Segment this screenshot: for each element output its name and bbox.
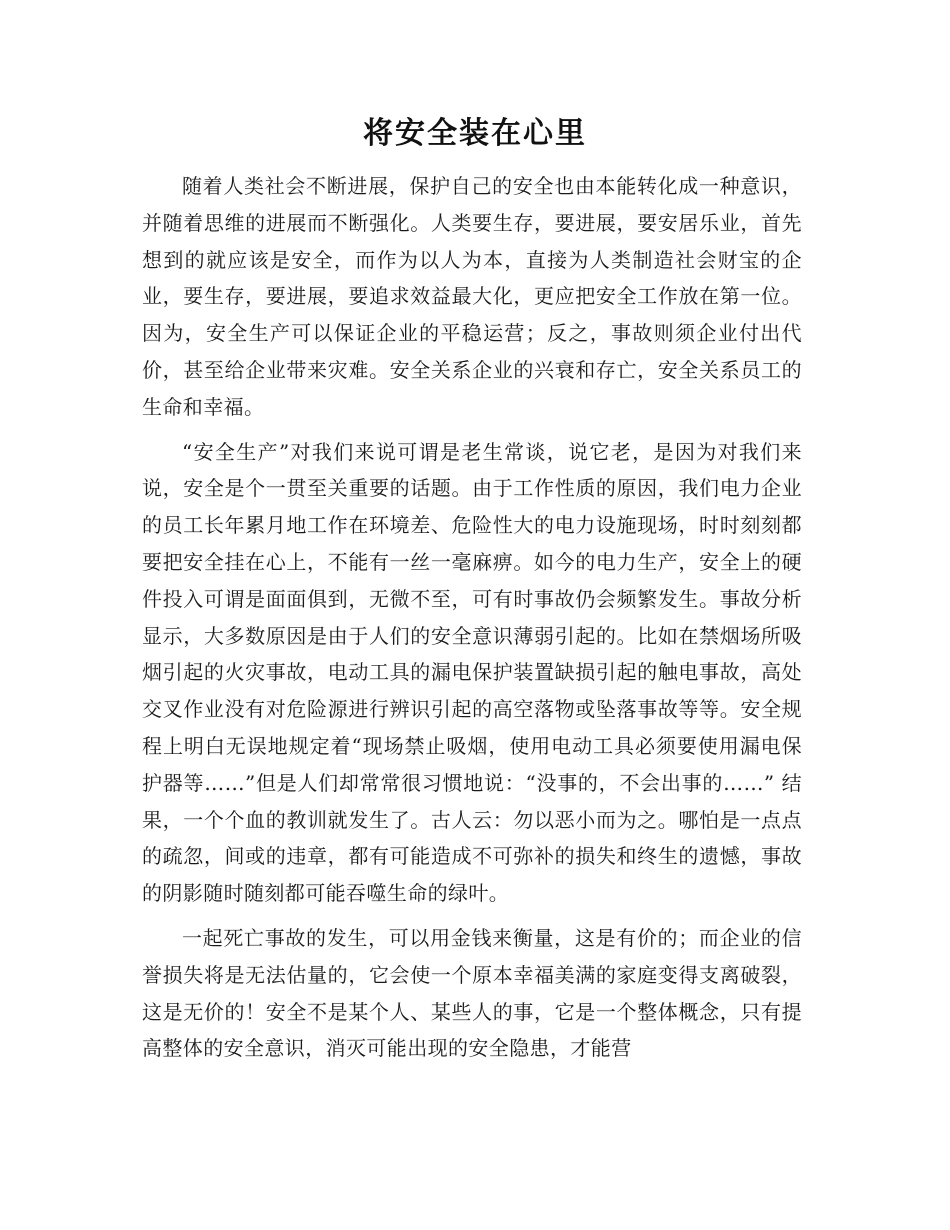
paragraph-3: 一起死亡事故的发生，可以用金钱来衡量，这是有价的；而企业的信誉损失将是无法估量的，它会使一个原本幸福美满的家庭变得支离破裂，这是无价的！安全不是某个人、某些人的事，它是一个整体概念，只有提高整体的安全意识，消灭可能出现的安全隐患，才能营 [142,925,802,1061]
document-title: 将安全装在心里 [363,116,587,151]
paragraph-2: “安全生产”对我们来说可谓是老生常谈，说它老，是因为对我们来说，安全是个一贯至关重要的话题。由于工作性质的原因，我们电力企业的员工长年累月地工作在环境差、危险性大的电力设施现场，时时刻刻都要把安全挂在心上，不能有一丝一毫麻痹。如今的电力生产，安全上的硬件投入可谓是面面俱到，无微不至，可有时事故仍会频繁发生。事故分析显示，大多数原因是由于人们的安全意识薄弱引起的。比如在禁烟场所吸烟引起的火灾事故，电动工具的漏电保护装置缺损引起的触电事故，高处交叉作业没有对危险源进行辨识引起的高空落物或坠落事故等等。安全规程上明白无误地规定着“现场禁止吸烟，使用电动工具必须要使用漏电保护器等……”但是人们却常常很习惯地说：“没事的，不会出事的……” 结果，一个个血的教训就发生了。古人云：勿以恶小而为之。哪怕是一点点的疏忽，间或的违章，都有可能造成不可弥补的损失和终生的遗憾，事故的阴影随时随刻都可能吞噬生命的绿叶。 [142,439,802,906]
document-body [142,168,802,1075]
paragraph-1: 随着人类社会不断进展，保护自己的安全也由本能转化成一种意识，并随着思维的进展而不断强化。人类要生存，要进展，要安居乐业，首先想到的就应该是安全，而作为以人为本，直接为人类制造社会财宝的企业，要生存，要进展，要追求效益最大化，更应把安全工作放在第一位。因为，安全生产可以保证企业的平稳运营；反之，事故则须企业付出代价，甚至给企业带来灾难。安全关系企业的兴衰和存亡，安全关系员工的生命和幸福。 [142,174,802,419]
